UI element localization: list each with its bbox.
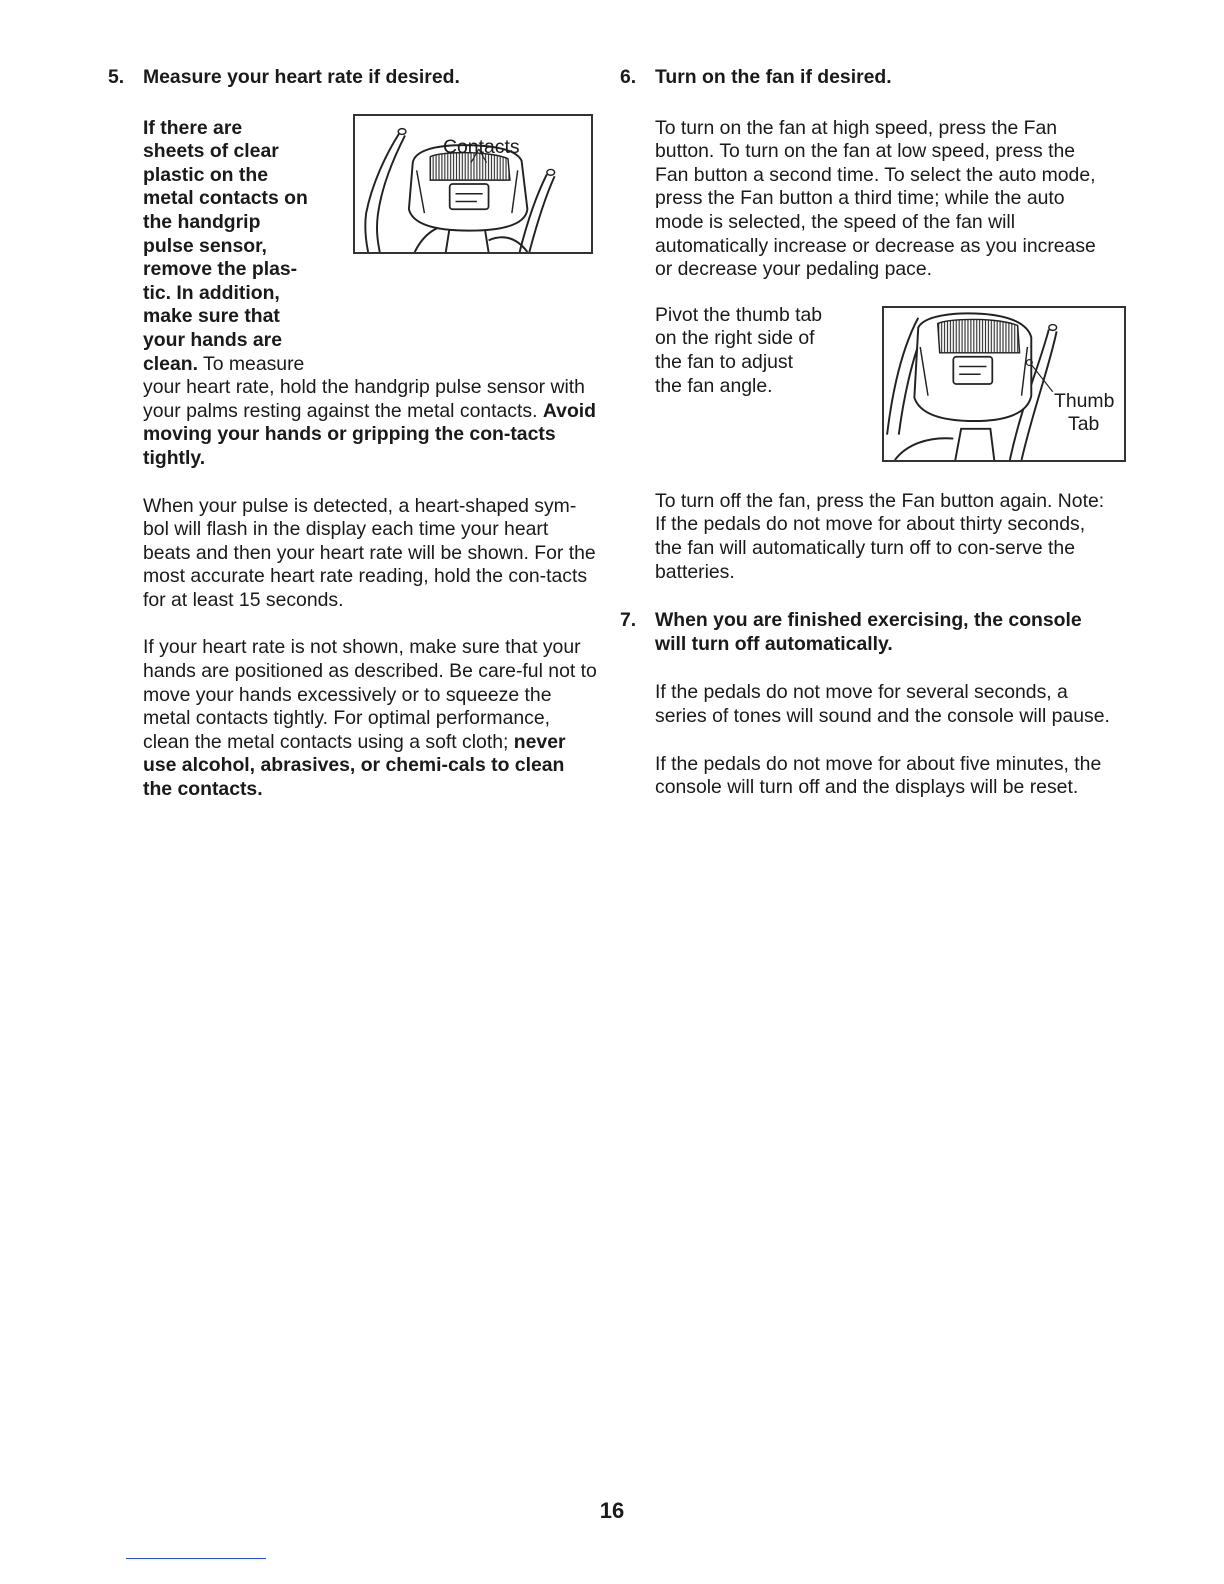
fan-speed-paragraph: To turn on the fan at high speed, press the Fan button. To turn on the fan at low speed, press the Fan button a second time. To select the auto mode, press the Fan button a third time; while the auto mode is selected, the speed of the fan will automatically increase or decrease as you increase or decrease your pedaling pace.: [655, 116, 1096, 281]
contacts-label: Contacts: [443, 135, 520, 158]
intro-line: metal contacts on: [143, 187, 308, 210]
positioning-text: If your heart rate is not shown, make sure that your hands are positioned as described. Be care-ful not to move your hands excessively or to squeeze the metal contacts tightly. For optimal performance, clean the metal contacts using a soft cloth;: [143, 636, 597, 753]
footer-rule: [126, 1558, 266, 1559]
avoid-moving-warning: Avoid moving your hands or gripping the con-tacts tightly.: [143, 399, 597, 469]
pulse-detected-paragraph: When your pulse is detected, a heart-shaped sym-bol will flash in the display each time your heart beats and then your heart rate will be shown. For the most accurate heart rate reading, hold the con-tacts for at least 15 seconds.: [143, 494, 596, 611]
pivot-line: on the right side of: [655, 327, 815, 350]
intro-line: pulse sensor,: [143, 234, 267, 257]
step-5-instructions: [143, 376, 598, 470]
step-5-title: Measure your heart rate if desired.: [143, 66, 460, 88]
hold-sensor-text: your heart rate, hold the handgrip pulse sensor with your palms resting against the metal contacts.: [143, 376, 585, 422]
fan-off-paragraph: To turn off the fan, press the Fan button again. Note: If the pedals do not move for about thirty seconds, the fan will automatically turn off to con-serve the batteries.: [655, 489, 1105, 583]
pivot-line: Pivot the thumb tab: [655, 303, 823, 326]
intro-line: make sure that: [143, 305, 280, 328]
step-5-heading: [108, 66, 598, 90]
intro-line: the handgrip: [143, 210, 261, 233]
step-7-title: When you are finished exercising, the console will turn off automatically.: [655, 609, 1082, 655]
step-6-number: 6.: [620, 66, 637, 88]
pivot-instructions: [655, 304, 855, 462]
intro-clean-word: clean.: [143, 352, 198, 375]
turn-off-paragraph: If the pedals do not move for about five minutes, the console will turn off and the displays will be reset.: [655, 752, 1102, 799]
step-5-intro-row: [143, 117, 598, 377]
left-column: [108, 66, 598, 802]
step-7-heading: [620, 609, 1110, 656]
heart-rate-not-shown-paragraph: [143, 636, 598, 801]
pause-paragraph: If the pedals do not move for several seconds, a series of tones will sound and the console will pause.: [655, 681, 1110, 727]
step-5-intro-text: [143, 117, 343, 377]
thumb-tab-row: [655, 303, 1115, 462]
intro-last-line: [143, 353, 343, 377]
thumb-label: Thumb: [1054, 389, 1115, 412]
step-6-heading: [620, 66, 1110, 90]
intro-line: If there are: [143, 116, 243, 139]
right-column: [620, 66, 1115, 800]
tab-label: Tab: [1068, 412, 1100, 435]
step-6-title: Turn on the fan if desired.: [655, 66, 892, 88]
page-number: 16: [599, 1498, 625, 1523]
step-6-body: [620, 116, 1115, 585]
cleaning-warning: never use alcohol, abrasives, or chemi-cals to clean the contacts.: [143, 730, 566, 801]
contacts-figure: [353, 114, 593, 254]
step-7-body: [620, 681, 1110, 799]
step-7-number: 7.: [620, 609, 637, 632]
intro-line: sheets of clear: [143, 140, 279, 163]
intro-line: remove the plas-: [143, 258, 298, 281]
intro-line: tic. In addition,: [143, 281, 280, 304]
step-5-number: 5.: [108, 66, 125, 88]
thumb-tab-figure: [882, 306, 1126, 462]
intro-measure-text: To measure: [197, 352, 305, 375]
fan-thumb-tab-illustration: [884, 308, 1124, 460]
intro-line: your hands are: [143, 328, 283, 351]
pivot-line: the fan to adjust: [655, 350, 793, 373]
pivot-line: the fan angle.: [655, 374, 773, 397]
step-5-body: [108, 117, 598, 802]
intro-line: plastic on the: [143, 163, 268, 186]
